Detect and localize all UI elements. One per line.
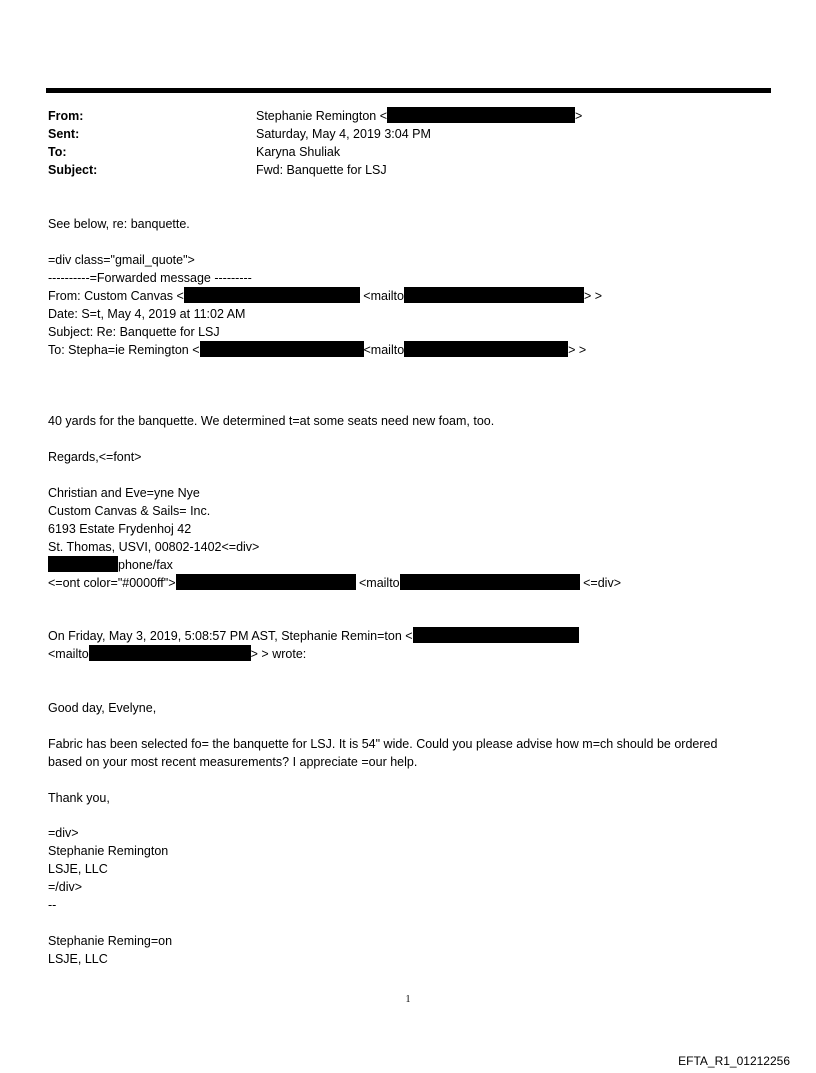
sig-line-6 — [48, 574, 621, 592]
on-friday-line-2 — [48, 645, 306, 663]
redaction-box — [413, 627, 579, 643]
sig-line-4: St. Thomas, USVI, 00802-1402<=div> — [48, 540, 260, 554]
yards-line: 40 yards for the banquette. We determined t=at some seats need new foam, too. — [48, 414, 495, 428]
fwd-subject-line: Subject: Re: Banquette for LSJ — [48, 325, 220, 339]
thanks-line: Thank you, — [48, 791, 110, 805]
subject-value: Fwd: Banquette for LSJ — [256, 163, 387, 177]
gmail-quote-line: =div class="gmail_quote"> — [48, 253, 195, 267]
on-friday-line — [48, 627, 579, 645]
redaction-box — [176, 574, 356, 590]
to-value: Karyna Shuliak — [256, 145, 341, 159]
to-label: To: — [48, 145, 67, 159]
regards-line: Regards,<=font> — [48, 450, 142, 464]
phone-fax-label: phone/fax — [118, 558, 173, 572]
from-close: > — [575, 109, 583, 123]
fabric-line-2: based on your most recent measurements? I appreciate =our help. — [48, 755, 418, 769]
header-rule — [46, 88, 771, 93]
sig-line-5 — [48, 556, 173, 574]
redaction-box — [404, 287, 584, 303]
sig-line-3: 6193 Estate Frydenhoj 42 — [48, 522, 192, 536]
document-id: EFTA_R1_01212256 — [678, 1054, 790, 1068]
div-open-line: =div> — [48, 826, 79, 840]
sig-div-close: <=div> — [583, 576, 622, 590]
fwd-from-line — [48, 287, 602, 305]
fwd-to-line — [48, 341, 586, 359]
redaction-box — [184, 287, 360, 303]
fwd-from-text: From: Custom Canvas < — [48, 289, 184, 303]
redaction-box — [400, 574, 580, 590]
redaction-box — [200, 341, 364, 357]
redaction-box — [89, 645, 251, 661]
page-number: 1 — [405, 994, 411, 1005]
company-line-2: LSJE, LLC — [48, 952, 108, 966]
name-line-1: Stephanie Remington — [48, 844, 169, 858]
sent-label: Sent: — [48, 127, 80, 141]
fwd-to-mailto: <mailto — [363, 343, 405, 357]
fwd-from-close: > > — [583, 289, 603, 303]
font-color-text: <=ont color="#0000ff"> — [48, 576, 176, 590]
intro-line: See below, re: banquette. — [48, 217, 190, 231]
redaction-box — [48, 556, 118, 572]
sent-value: Saturday, May 4, 2019 3:04 PM — [256, 127, 431, 141]
on-friday-text: On Friday, May 3, 2019, 5:08:57 PM AST, Stephanie Remin=ton < — [48, 629, 413, 643]
dashes-line: -- — [48, 898, 57, 912]
on-friday-mailto: <mailto — [48, 647, 89, 661]
forwarded-line: ----------=Forwarded message --------- — [48, 271, 252, 285]
fwd-to-text: To: Stepha=ie Remington < — [48, 343, 200, 357]
fwd-date-line: Date: S=t, May 4, 2019 at 11:02 AM — [48, 307, 246, 321]
redaction-box — [387, 107, 575, 123]
subject-label: Subject: — [48, 163, 98, 177]
from-value — [256, 107, 582, 125]
sig-line-1: Christian and Eve=yne Nye — [48, 486, 200, 500]
from-name: Stephanie Remington < — [256, 109, 387, 123]
name-line-2: Stephanie Reming=on — [48, 934, 173, 948]
from-label: From: — [48, 109, 84, 123]
company-line-1: LSJE, LLC — [48, 862, 108, 876]
sig-mailto: <mailto — [358, 576, 400, 590]
sig-line-2: Custom Canvas & Sails= Inc. — [48, 504, 211, 518]
fwd-from-mailto: <mailto — [363, 289, 404, 303]
div-close-line: =/div> — [48, 880, 83, 894]
redaction-box — [404, 341, 568, 357]
greeting-line: Good day, Evelyne, — [48, 701, 157, 715]
fwd-to-close: > > — [568, 343, 587, 357]
wrote-text: > > wrote: — [250, 647, 307, 661]
fabric-line-1: Fabric has been selected fo= the banquette for LSJ. It is 54" wide. Could you please advise how m=ch should be ordered — [48, 737, 718, 751]
